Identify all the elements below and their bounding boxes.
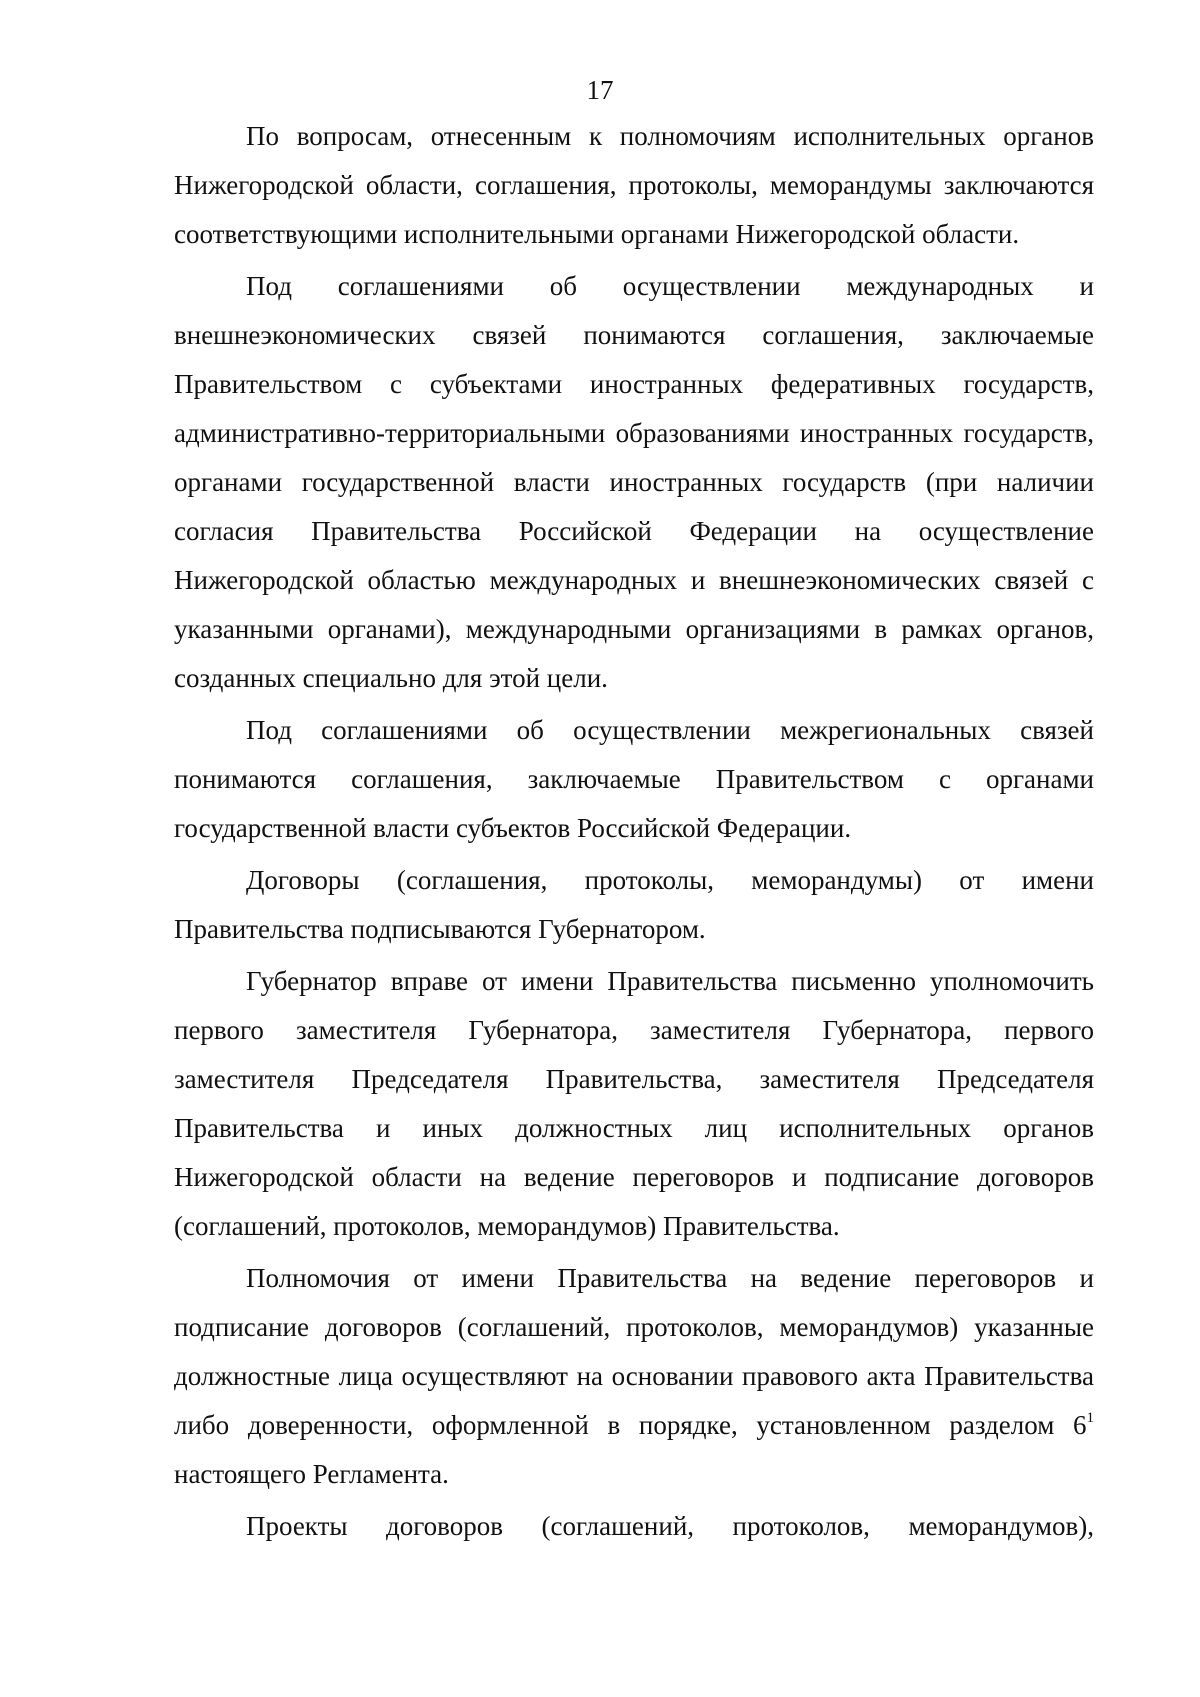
document-body: [174, 112, 1094, 1554]
paragraph-draft-agreements: Проекты договоров (соглашений, протоколов, меморандумов),: [246, 1511, 1094, 1541]
paragraph-governor-authorization: Губернатор вправе от имени Правительства письменно уполномочить первого заместителя Губернатора, заместителя Губернатора, первого заместителя Председателя Правительства, заместителя Председателя Правительства и иных должностных лиц исполнительных органов Нижегородской области на ведение переговоров и подписание договоров (соглашений, протоколов, меморандумов) Правительства.: [174, 966, 1094, 1241]
paragraph-international-agreements: Под соглашениями об осуществлении международных и внешнеэкономических связей понимаются соглашения, заключаемые Правительством с субъектами иностранных федеративных государств, административно-территориальными образованиями иностранных государств, органами государственной власти иностранных государств (при наличии согласия Правительства Российской Федерации на осуществление Нижегородской областью международных и внешнеэкономических связей с указанными органами), международными организациями в рамках органов, созданных специально для этой цели.: [174, 271, 1094, 693]
section-superscript: 1: [1086, 1410, 1094, 1426]
paragraph-powers-basis: [174, 1254, 1094, 1499]
paragraph-signing-by-governor: Договоры (соглашения, протоколы, меморандумы) от имени Правительства подписываются Губернатором.: [174, 865, 1094, 944]
paragraph-executive-bodies: По вопросам, отнесенным к полномочиям исполнительных органов Нижегородской области, соглашения, протоколы, меморандумы заключаются соответствующими исполнительными органами Нижегородской области.: [174, 121, 1094, 249]
paragraph-powers-basis-tail: настоящего Регламента.: [174, 1459, 449, 1489]
paragraph-powers-basis-text: Полномочия от имени Правительства на ведение переговоров и подписание договоров (соглашений, протоколов, меморандумов) указанные должностные лица осуществляют на основании правового акта Правительства либо доверенности, оформленной в порядке, установленном разделом 6: [174, 1263, 1094, 1440]
page-number: 17: [586, 75, 614, 105]
paragraph-interregional-agreements: Под соглашениями об осуществлении межрегиональных связей понимаются соглашения, заключаемые Правительством с органами государственной власти субъектов Российской Федерации.: [174, 715, 1094, 843]
